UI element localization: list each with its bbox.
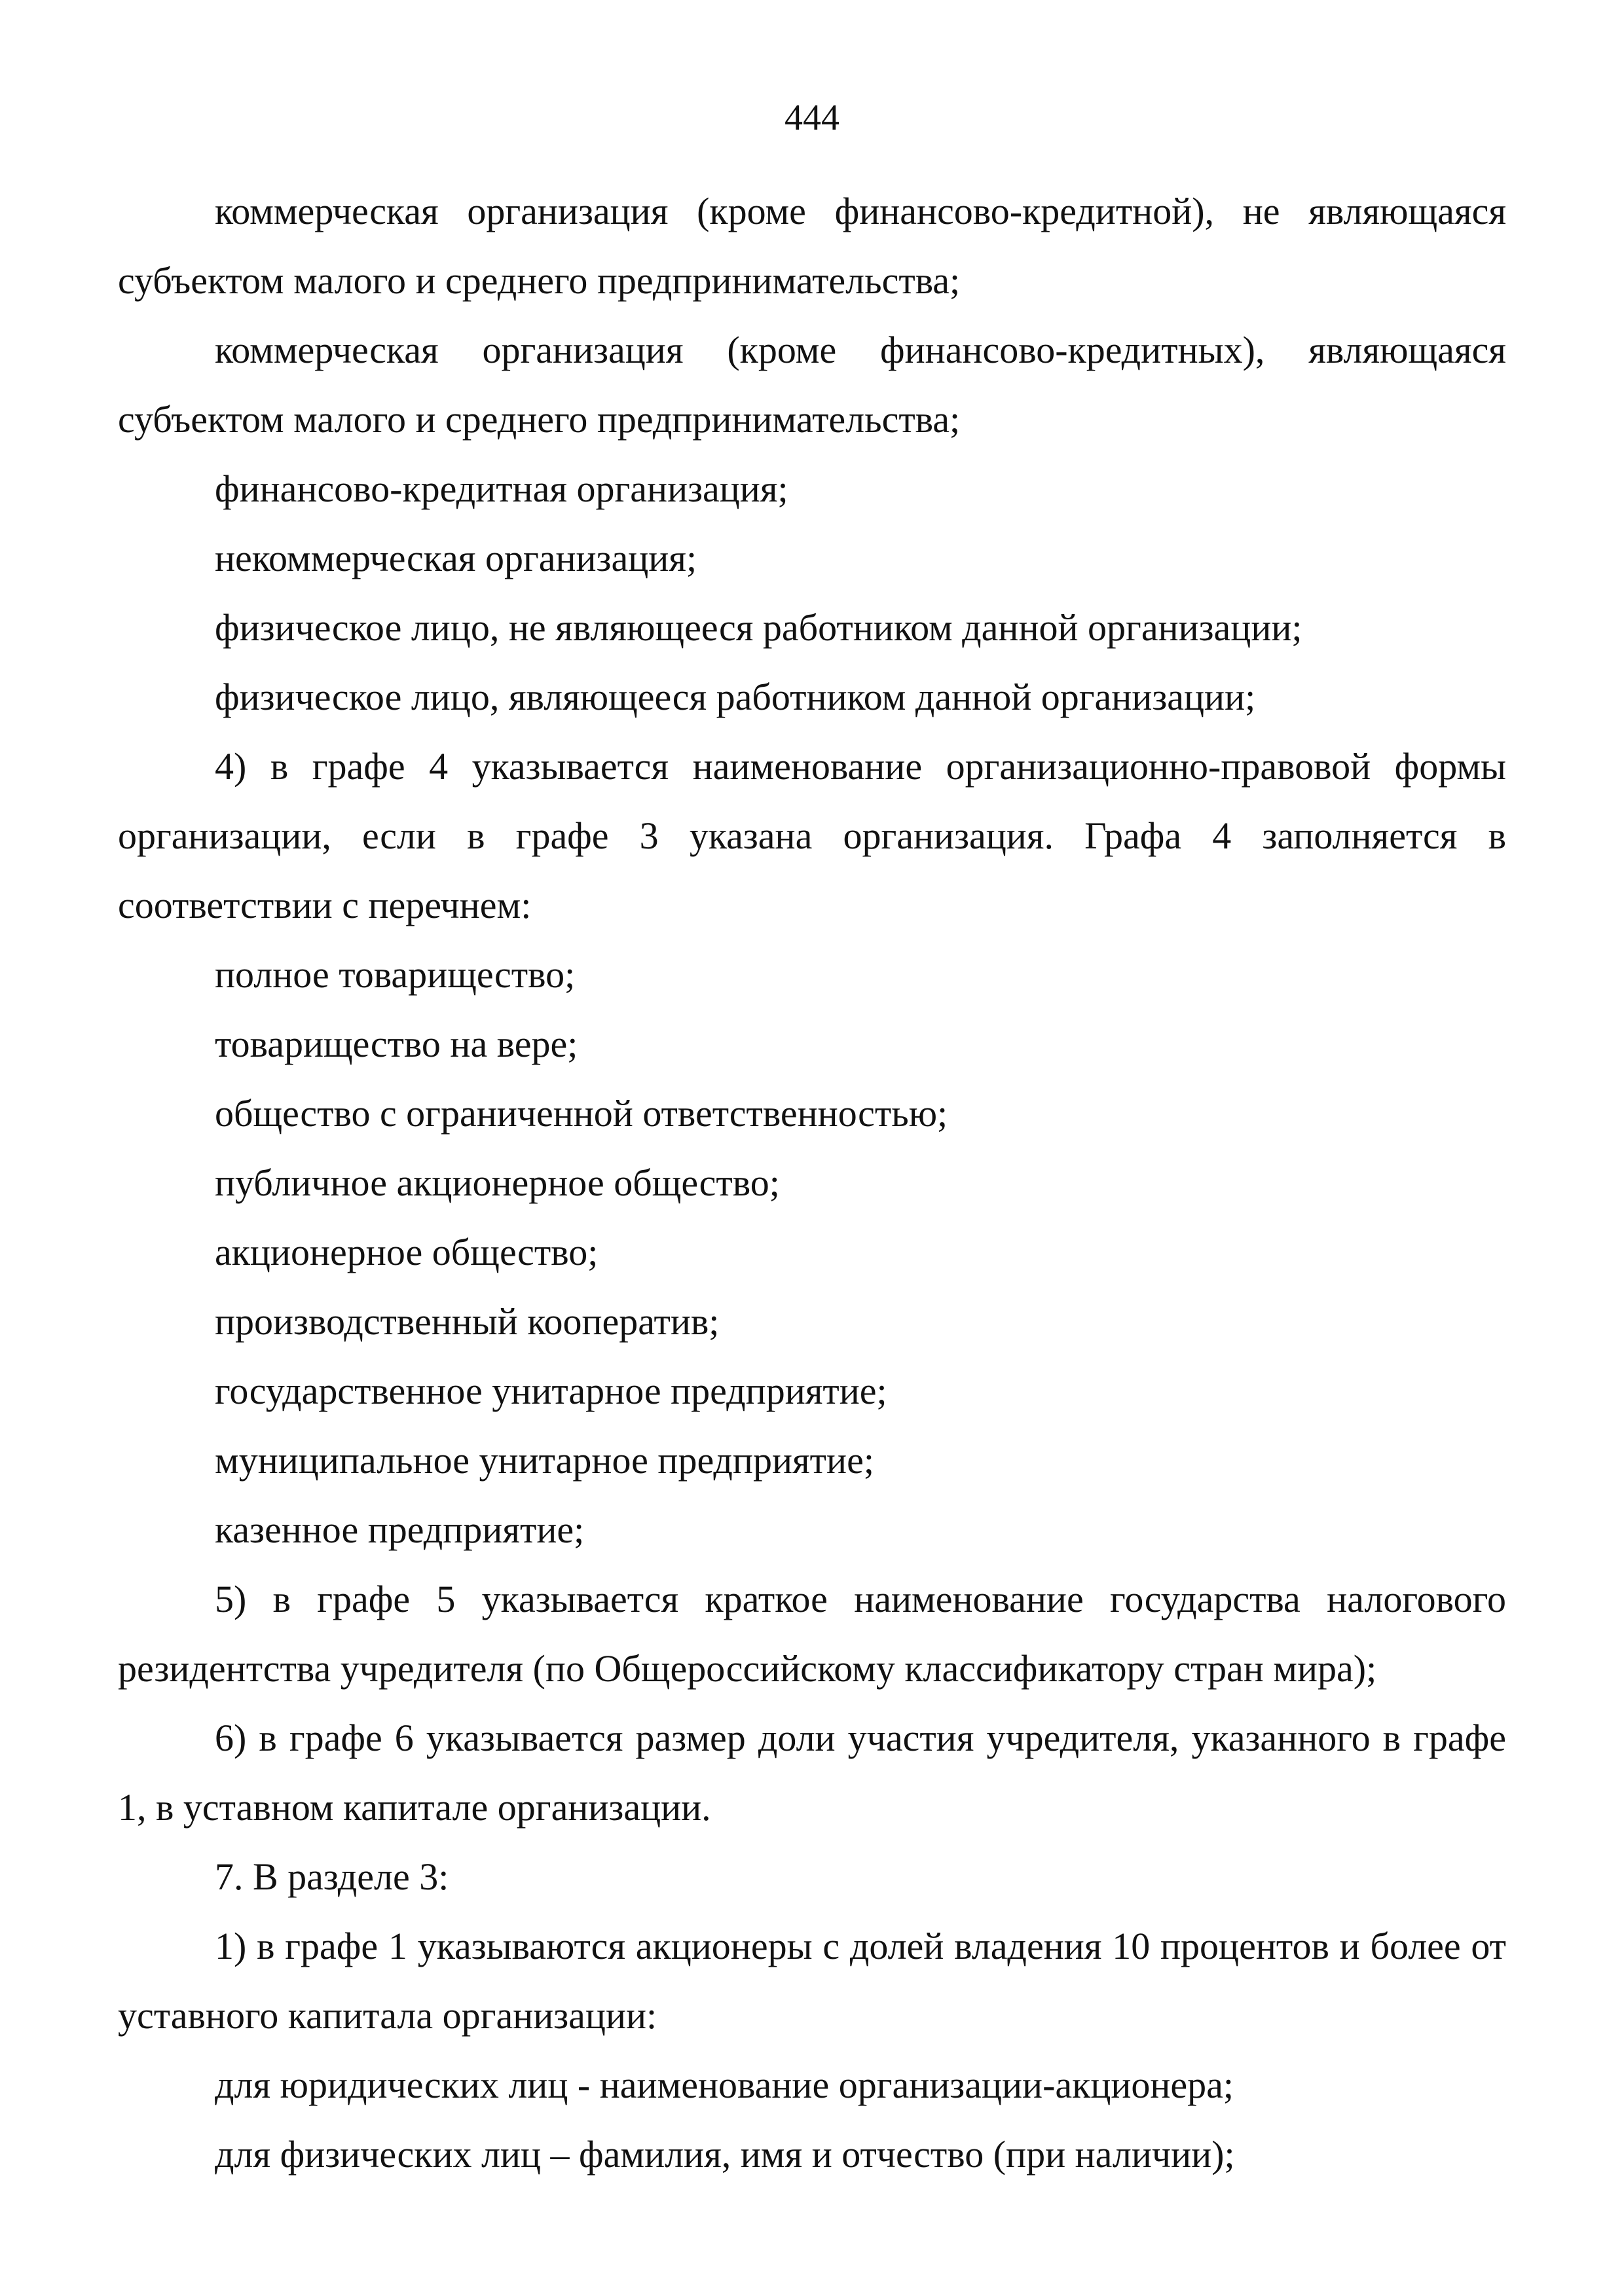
document-body — [118, 177, 1506, 2189]
paragraph-commercial-non-sme: коммерческая организация (кроме финансово-кредитной), не являющаяся субъектом малого и среднего предпринимательства; — [118, 190, 1506, 302]
paragraph-column-5: 5) в графе 5 указывается краткое наименование государства налогового резидентства учредителя (по Общероссийскому классификатору стран мира); — [118, 1578, 1506, 1690]
paragraph-column-6: 6) в графе 6 указывается размер доли участия учредителя, указанного в графе 1, в уставном капитале организации. — [118, 1717, 1506, 1829]
list-item-state-unitary: государственное унитарное предприятие; — [215, 1370, 887, 1412]
list-item-state-owned: казенное предприятие; — [215, 1508, 585, 1551]
paragraph-individual-employee: физическое лицо, являющееся работником данной организации; — [215, 676, 1256, 718]
list-item-full-partnership: полное товарищество; — [215, 953, 576, 996]
list-item-llc: общество с ограниченной ответственностью; — [215, 1092, 948, 1135]
paragraph-noncommercial-org: некоммерческая организация; — [215, 537, 697, 579]
list-item-jsc: акционерное общество; — [215, 1231, 599, 1273]
list-item-limited-partnership: товарищество на вере; — [215, 1023, 578, 1065]
paragraph-section-3-column-1: 1) в графе 1 указываются акционеры с долей владения 10 процентов и более от уставного капитала организации: — [118, 1925, 1506, 2037]
paragraph-individual-non-employee: физическое лицо, не являющееся работником данной организации; — [215, 606, 1302, 649]
paragraph-legal-entities: для юридических лиц - наименование организации-акционера; — [215, 2064, 1234, 2106]
paragraph-column-4: 4) в графе 4 указывается наименование организационно-правовой формы организации, если в графе 3 указана организация. Графа 4 заполняется в соответствии с перечнем: — [118, 745, 1506, 926]
paragraph-commercial-sme: коммерческая организация (кроме финансово-кредитных), являющаяся субъектом малого и среднего предпринимательства; — [118, 329, 1506, 441]
list-item-public-jsc: публичное акционерное общество; — [215, 1161, 780, 1204]
paragraph-individuals: для физических лиц – фамилия, имя и отчество (при наличии); — [215, 2133, 1235, 2176]
section-3-heading: 7. В разделе 3: — [215, 1855, 449, 1898]
paragraph-financial-org: финансово-кредитная организация; — [215, 467, 788, 510]
page-number: 444 — [784, 98, 840, 138]
list-item-cooperative: производственный кооператив; — [215, 1300, 720, 1343]
list-item-municipal-unitary: муниципальное унитарное предприятие; — [215, 1439, 874, 1482]
